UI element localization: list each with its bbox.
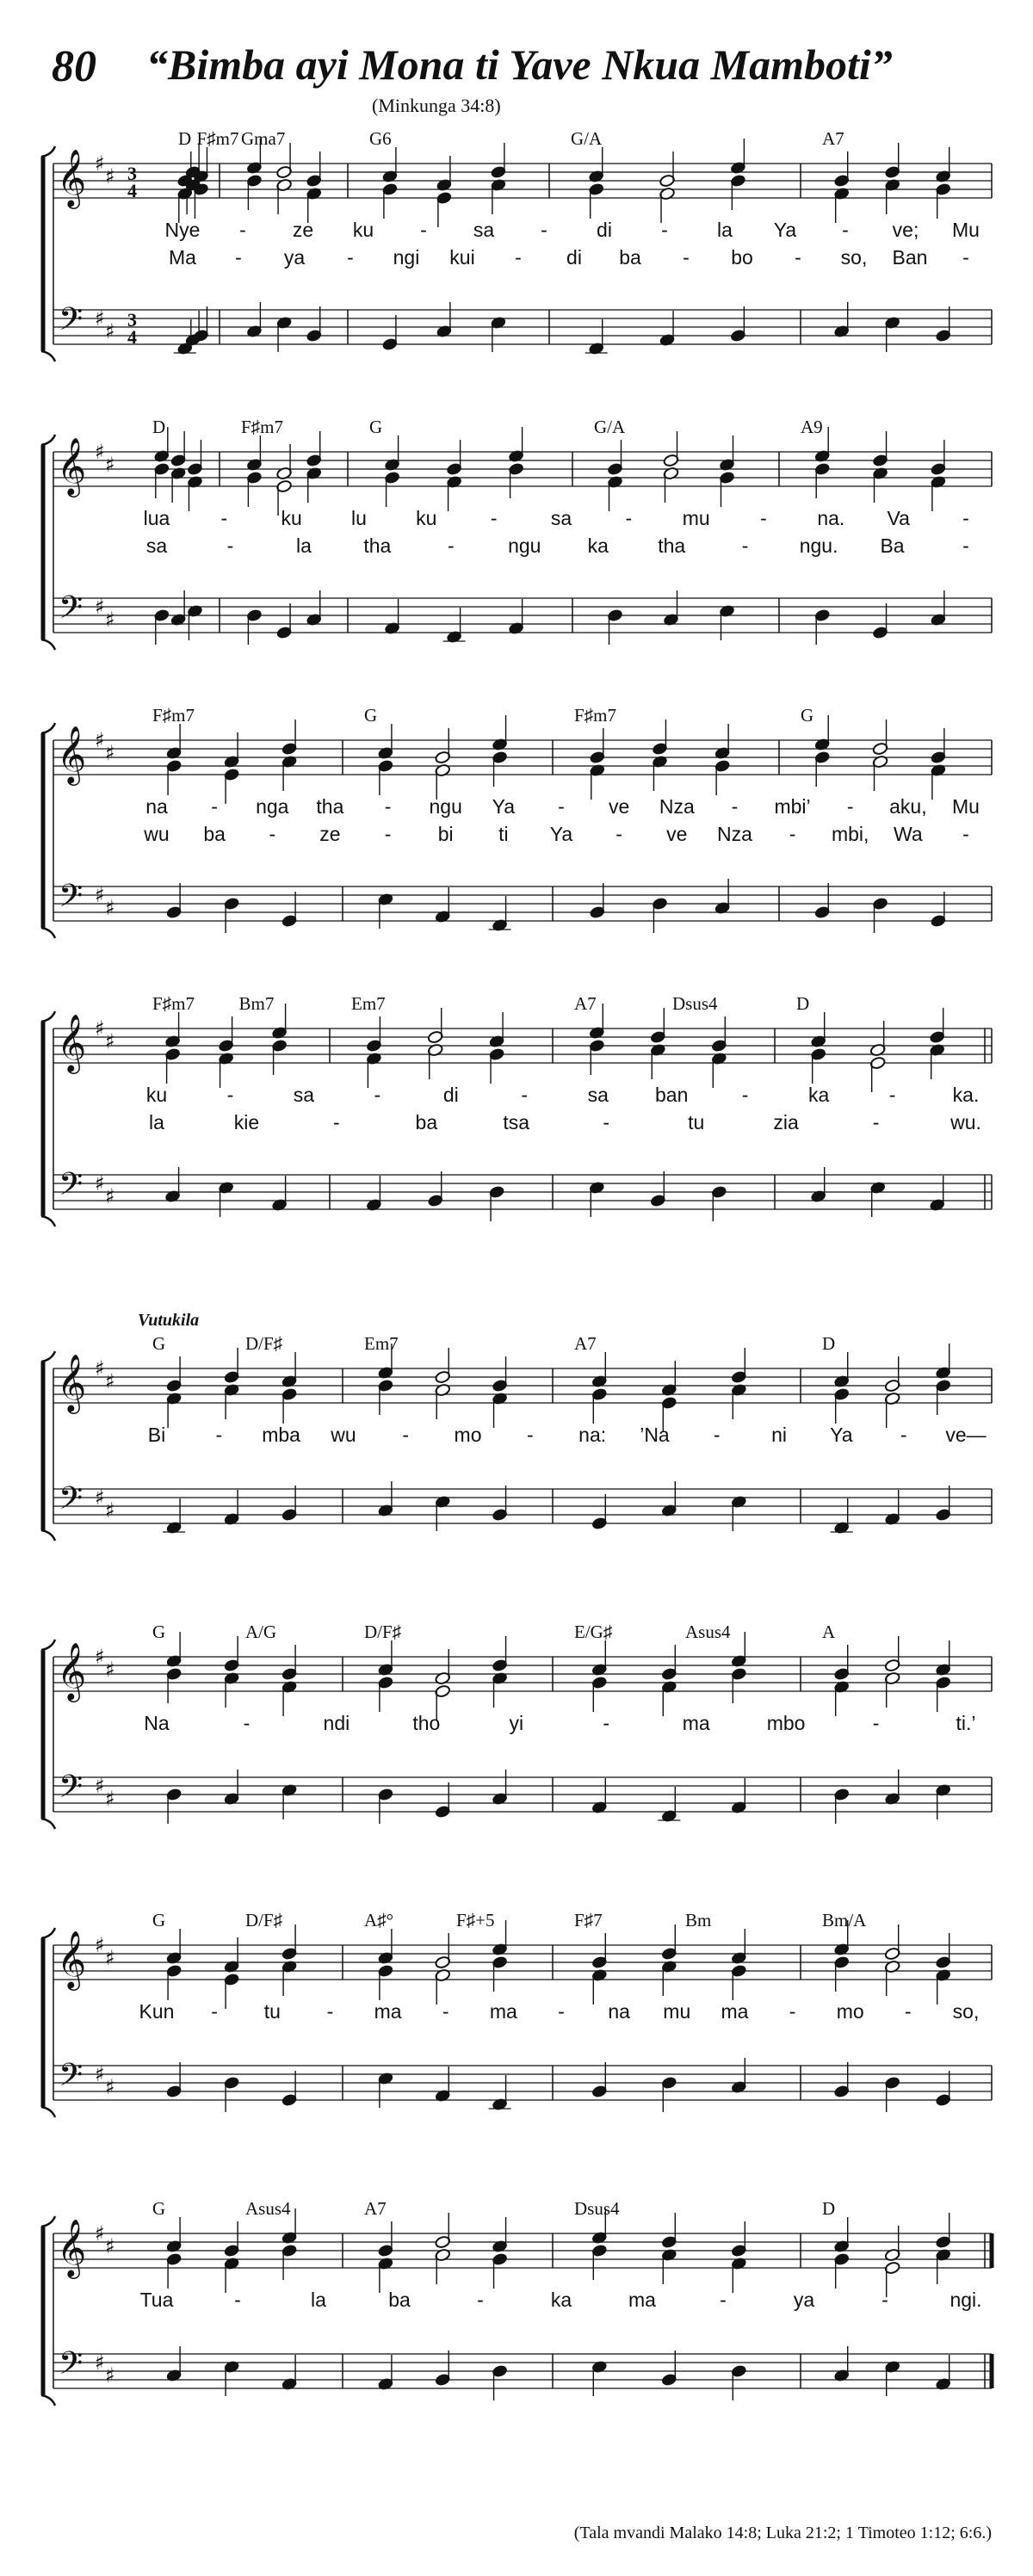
key-sharp-icon: ♯ xyxy=(105,1369,115,1393)
lyric-syllable: mu xyxy=(663,2000,691,2023)
key-sharp-icon: ♯ xyxy=(105,608,115,632)
system-5 xyxy=(41,1311,992,1541)
bass-clef-icon: 𝄢 xyxy=(59,2057,84,2101)
lyric-syllable: - xyxy=(215,1424,223,1446)
hymn-title: “Bimba ayi Mona ti Yave Nkua Mamboti” xyxy=(146,40,893,89)
lyric-syllable: - xyxy=(333,1111,340,1134)
lyric-syllable: - xyxy=(243,1712,251,1734)
lyric-syllable: - xyxy=(741,534,749,557)
treble-clef-icon: 𝄞 xyxy=(57,725,87,783)
lyric-syllable: ngu xyxy=(429,795,462,818)
chord-symbol: Dsus4 xyxy=(672,993,718,1014)
treble-staff xyxy=(53,427,992,516)
bass-staff xyxy=(53,2345,992,2400)
lyric-syllable: - xyxy=(842,219,849,241)
key-sharp-icon: ♯ xyxy=(105,1184,115,1208)
lyric-syllable: sa xyxy=(550,507,572,529)
lyrics-verse-2 xyxy=(169,246,969,269)
lyric-syllable: ba xyxy=(619,246,641,269)
lyric-syllable: ve— xyxy=(945,1424,987,1446)
lyric-syllable: - xyxy=(881,2289,888,2311)
key-sharp-icon: ♯ xyxy=(95,595,105,619)
lyric-syllable: - xyxy=(872,1111,880,1134)
lyric-syllable: - xyxy=(789,2000,796,2023)
key-sharp-icon: ♯ xyxy=(95,1171,105,1195)
lyric-syllable: - xyxy=(239,219,246,241)
lyric-syllable: mbi’ xyxy=(774,795,811,818)
lyric-syllable: na xyxy=(608,2000,630,2023)
lyric-syllable: lu xyxy=(351,507,367,529)
key-sharp-icon: ♯ xyxy=(95,1486,105,1510)
lyric-syllable: sa xyxy=(587,1084,609,1106)
chord-symbol: D xyxy=(152,417,166,437)
bass-clef-icon: 𝄢 xyxy=(59,1166,84,1210)
bass-staff xyxy=(53,878,992,933)
lyric-syllable: wu. xyxy=(950,1111,981,1134)
lyric-syllable: so, xyxy=(952,2000,980,2023)
treble-staff xyxy=(53,1344,992,1432)
lyric-syllable: Ya xyxy=(773,219,797,241)
bass-staff xyxy=(53,1769,992,1824)
lyric-syllable: ni xyxy=(771,1424,788,1446)
lyric-syllable: Ya xyxy=(492,795,516,818)
chord-symbol: G xyxy=(369,417,383,437)
chord-symbol: G xyxy=(152,1333,166,1354)
chord-symbol: D/F♯ xyxy=(245,1910,283,1930)
chord-symbol: D/F♯ xyxy=(364,1622,402,1642)
key-sharp-icon: ♯ xyxy=(105,2363,115,2388)
treble-time-bottom: 4 xyxy=(127,180,137,201)
lyric-syllable: wu xyxy=(331,1424,356,1446)
lyric-syllable: Tua xyxy=(139,2289,174,2311)
chord-symbol: F♯m7 xyxy=(241,417,284,437)
lyric-syllable: - xyxy=(962,246,969,269)
lyric-syllable: ka xyxy=(587,534,609,557)
bass-staff xyxy=(53,1480,992,1535)
lyric-syllable: - xyxy=(235,246,242,269)
lyric-syllable: - xyxy=(374,1084,381,1106)
lyric-syllable: ma xyxy=(374,2000,402,2023)
lyrics-verse-1 xyxy=(139,2000,980,2023)
lyric-syllable: - xyxy=(558,2000,565,2023)
key-sharp-icon: ♯ xyxy=(95,306,105,330)
chord-symbol: Em7 xyxy=(351,993,386,1014)
chord-symbol: G xyxy=(801,705,814,726)
lyric-syllable: - xyxy=(846,795,854,818)
lyric-syllable: Nza xyxy=(659,795,695,818)
lyric-syllable: ve; xyxy=(892,219,919,241)
treble-clef-icon: 𝄞 xyxy=(57,436,87,495)
lyric-syllable: la xyxy=(311,2289,326,2311)
treble-clef-icon: 𝄞 xyxy=(57,2218,87,2276)
treble-staff xyxy=(53,139,992,227)
chord-symbol: Asus4 xyxy=(685,1622,731,1642)
system-1 xyxy=(41,128,992,361)
lyric-syllable: na. xyxy=(817,507,845,529)
system-7 xyxy=(41,1910,992,2117)
lyric-syllable: ku xyxy=(416,507,437,529)
lyrics-verse-1 xyxy=(165,219,980,241)
lyric-syllable: Ya xyxy=(549,823,573,845)
bass-clef-icon: 𝄢 xyxy=(59,2345,84,2389)
chord-symbol: G6 xyxy=(369,128,392,149)
footer-references: (Tala mvandi Malako 14:8; Luka 21:2; 1 Timoteo 1:12; 6:6.) xyxy=(573,2523,992,2542)
chord-symbol: G/A xyxy=(571,128,603,149)
lyric-syllable: ba xyxy=(203,823,226,845)
lyric-syllable: - xyxy=(521,1084,529,1106)
key-sharp-icon: ♯ xyxy=(105,1498,115,1523)
system-6 xyxy=(41,1622,992,1829)
chord-symbol: F♯7 xyxy=(574,1910,603,1930)
lyric-syllable: ti.’ xyxy=(956,1712,976,1734)
treble-clef-icon: 𝄞 xyxy=(57,1641,87,1700)
lyric-syllable: tsa xyxy=(503,1111,530,1134)
key-sharp-icon: ♯ xyxy=(105,1029,115,1053)
lyrics-verse-1 xyxy=(144,507,969,529)
treble-staff xyxy=(53,1920,992,2009)
lyric-syllable: - xyxy=(720,2289,727,2311)
chord-symbol: D xyxy=(796,993,810,1014)
lyric-syllable: ma xyxy=(721,2000,749,2023)
lyric-syllable: ze xyxy=(292,219,314,241)
chord-symbol: Gma7 xyxy=(241,128,286,149)
lyric-syllable: mu xyxy=(682,507,710,529)
key-sharp-icon: ♯ xyxy=(95,883,105,907)
chord-symbol: D/F♯ xyxy=(245,1333,283,1354)
lyric-syllable: - xyxy=(220,507,228,529)
lyric-syllable: - xyxy=(211,2000,218,2023)
lyric-syllable: bo xyxy=(731,246,753,269)
key-sharp-icon: ♯ xyxy=(95,440,105,464)
chord-symbol: E/G♯ xyxy=(574,1622,613,1642)
lyric-syllable: tu xyxy=(263,2000,281,2023)
lyric-syllable: - xyxy=(789,823,796,845)
lyric-syllable: - xyxy=(226,534,234,557)
lyric-syllable: - xyxy=(683,246,690,269)
key-sharp-icon: ♯ xyxy=(105,1946,115,1970)
key-sharp-icon: ♯ xyxy=(95,728,105,752)
lyric-syllable: ka xyxy=(807,1084,830,1106)
lyric-syllable: - xyxy=(490,507,498,529)
chord-symbol: Bm xyxy=(685,1910,712,1930)
chord-symbol: G/A xyxy=(594,417,626,437)
lyric-syllable: nga xyxy=(256,795,289,818)
system-8 xyxy=(41,2198,992,2406)
lyric-syllable: Nza xyxy=(716,823,752,845)
chord-symbol: A♯° xyxy=(364,1910,394,1930)
system-3 xyxy=(41,705,992,938)
lyric-syllable: tha xyxy=(363,534,392,557)
lyric-syllable: - xyxy=(558,795,565,818)
lyric-syllable: ’Na xyxy=(640,1424,670,1446)
lyric-syllable: tu xyxy=(688,1111,705,1134)
lyric-syllable: ngu xyxy=(508,534,541,557)
lyric-syllable: ka xyxy=(550,2289,572,2311)
lyric-syllable: - xyxy=(442,2000,449,2023)
lyric-syllable: - xyxy=(402,1424,410,1446)
lyric-syllable: - xyxy=(962,823,969,845)
lyrics-verse-1 xyxy=(148,1424,987,1446)
lyrics-verse-2 xyxy=(143,823,969,845)
key-sharp-icon: ♯ xyxy=(95,1356,105,1381)
lyric-syllable: - xyxy=(527,1424,534,1446)
lyric-syllable: - xyxy=(384,795,392,818)
bass-clef-icon: 𝄢 xyxy=(59,590,84,633)
lyric-syllable: ngi xyxy=(393,246,420,269)
lyrics-verse-1 xyxy=(140,2289,982,2311)
lyric-syllable: Nye xyxy=(164,219,201,241)
bass-time-top: 3 xyxy=(127,309,137,330)
chord-symbol: A7 xyxy=(822,128,844,149)
lyric-syllable: Wa xyxy=(894,823,923,845)
lyric-syllable: di xyxy=(442,1084,459,1106)
bass-staff xyxy=(53,301,992,355)
lyric-syllable: la xyxy=(295,534,312,557)
chord-symbol: F♯m7 xyxy=(152,705,195,726)
lyric-syllable: Ba xyxy=(880,534,905,557)
lyric-syllable: - xyxy=(661,219,668,241)
lyric-syllable: sa xyxy=(473,219,495,241)
key-sharp-icon: ♯ xyxy=(95,2221,105,2246)
lyric-syllable: ve xyxy=(666,823,688,845)
lyric-syllable: mo xyxy=(836,2000,864,2023)
treble-staff xyxy=(53,1004,992,1092)
bass-staff xyxy=(53,1166,992,1221)
lyric-syllable: tho xyxy=(412,1712,441,1734)
bass-clef-icon: 𝄢 xyxy=(59,1769,84,1813)
lyric-syllable: - xyxy=(269,823,276,845)
lyric-syllable: - xyxy=(326,2000,334,2023)
bass-staff xyxy=(53,2057,992,2112)
lyric-syllable: - xyxy=(603,1111,610,1134)
key-sharp-icon: ♯ xyxy=(105,741,115,765)
lyric-syllable: Mu xyxy=(952,795,980,818)
lyrics-verse-1 xyxy=(145,795,980,818)
key-sharp-icon: ♯ xyxy=(105,896,115,920)
chord-symbol: A7 xyxy=(574,1333,597,1354)
lyric-syllable: mba xyxy=(262,1424,300,1446)
lyric-syllable: na: xyxy=(578,1424,607,1446)
chord-symbol: A xyxy=(822,1622,836,1642)
key-sharp-icon: ♯ xyxy=(95,1016,105,1041)
key-sharp-icon: ♯ xyxy=(105,1787,115,1811)
lyric-syllable: - xyxy=(741,1084,749,1106)
chord-symbol: Dsus4 xyxy=(574,2198,620,2219)
lyric-syllable: Mu xyxy=(952,219,980,241)
chord-symbol: G xyxy=(152,2198,166,2219)
lyric-syllable: ku xyxy=(352,219,374,241)
system-2 xyxy=(41,417,992,650)
lyric-syllable: - xyxy=(477,2289,484,2311)
key-sharp-icon: ♯ xyxy=(95,1645,105,1669)
lyric-syllable: ti xyxy=(498,823,509,845)
key-sharp-icon: ♯ xyxy=(95,1933,105,1957)
lyric-syllable: ngu. xyxy=(799,534,838,557)
lyric-syllable: Na xyxy=(144,1712,170,1734)
lyric-syllable: - xyxy=(888,1084,896,1106)
bass-clef-icon: 𝄢 xyxy=(59,301,84,345)
lyric-syllable: aku, xyxy=(889,795,927,818)
lyric-syllable: - xyxy=(962,534,969,557)
lyric-syllable: na xyxy=(145,795,168,818)
bass-clef-icon: 𝄢 xyxy=(59,878,84,922)
lyric-syllable: - xyxy=(615,823,622,845)
lyric-syllable: bi xyxy=(437,823,454,845)
chord-symbol: G xyxy=(152,1910,166,1930)
chord-symbol: G xyxy=(152,1622,166,1642)
bass-time-bottom: 4 xyxy=(127,326,137,348)
chord-symbol: A9 xyxy=(801,417,823,437)
lyric-syllable: wu xyxy=(144,823,170,845)
chord-symbol: G xyxy=(364,705,378,726)
lyrics-verse-2 xyxy=(149,1111,981,1134)
treble-staff xyxy=(53,715,992,804)
lyric-syllable: - xyxy=(211,795,218,818)
key-sharp-icon: ♯ xyxy=(95,151,105,176)
hymn-number: 80 xyxy=(52,42,96,91)
lyric-syllable: Ban xyxy=(892,246,928,269)
lyric-syllable: ya xyxy=(793,2289,815,2311)
lyric-syllable: - xyxy=(962,507,969,529)
lyrics-verse-1 xyxy=(146,1084,979,1106)
chord-symbol: F♯m7 xyxy=(152,993,195,1014)
key-sharp-icon: ♯ xyxy=(105,2234,115,2258)
lyric-syllable: ka. xyxy=(952,1084,980,1106)
lyric-syllable: - xyxy=(795,246,801,269)
chord-symbol: F♯m7 xyxy=(574,705,617,726)
lyric-syllable: - xyxy=(900,1424,907,1446)
chord-symbol: Asus4 xyxy=(245,2198,291,2219)
lyrics-verse-2 xyxy=(146,534,969,557)
lyric-syllable: - xyxy=(731,795,739,818)
treble-staff xyxy=(53,1632,992,1720)
lyric-syllable: - xyxy=(760,507,767,529)
lyric-syllable: - xyxy=(347,246,354,269)
lyric-syllable: - xyxy=(447,534,455,557)
chord-symbol: Bm7 xyxy=(238,993,275,1014)
lyric-syllable: tha xyxy=(316,795,344,818)
lyric-syllable: - xyxy=(420,219,427,241)
treble-clef-icon: 𝄞 xyxy=(57,1930,87,1988)
key-sharp-icon: ♯ xyxy=(95,1774,105,1798)
lyric-syllable: ba xyxy=(388,2289,411,2311)
key-sharp-icon: ♯ xyxy=(105,1658,115,1682)
lyric-syllable: Kun xyxy=(139,2000,175,2023)
lyric-syllable: ngi. xyxy=(949,2289,982,2311)
lyrics-verse-1 xyxy=(144,1712,975,1734)
lyric-syllable: Bi xyxy=(147,1424,166,1446)
lyric-syllable: - xyxy=(625,507,633,529)
chord-symbol: A7 xyxy=(364,2198,387,2219)
treble-staff xyxy=(53,2208,992,2297)
chord-symbol: D xyxy=(822,2198,836,2219)
lyric-syllable: mbi, xyxy=(831,823,869,845)
chord-symbol: A7 xyxy=(574,993,597,1014)
lyric-syllable: di xyxy=(597,219,612,241)
lyric-syllable: - xyxy=(713,1424,721,1446)
lyric-syllable: ma xyxy=(489,2000,517,2023)
lyric-syllable: kie xyxy=(233,1111,260,1134)
lyric-syllable: Ma xyxy=(169,246,196,269)
chord-symbol: F♯m7 xyxy=(196,128,239,149)
lyric-syllable: - xyxy=(226,1084,234,1106)
system-4 xyxy=(41,993,992,1226)
lyric-syllable: sa xyxy=(293,1084,315,1106)
lyric-syllable: ma xyxy=(682,1712,710,1734)
key-sharp-icon: ♯ xyxy=(105,319,115,343)
lyric-syllable: la xyxy=(149,1111,164,1134)
bass-clef-icon: 𝄢 xyxy=(59,1480,84,1524)
lyric-syllable: tha xyxy=(658,534,686,557)
lyric-syllable: - xyxy=(515,246,522,269)
lyric-syllable: - xyxy=(872,1712,880,1734)
lyric-syllable: so, xyxy=(840,246,868,269)
lyric-syllable: zia xyxy=(773,1111,799,1134)
lyric-syllable: - xyxy=(541,219,547,241)
key-sharp-icon: ♯ xyxy=(95,2351,105,2375)
lyric-syllable: mo xyxy=(454,1424,482,1446)
lyric-syllable: yi xyxy=(509,1712,524,1734)
lyric-syllable: ku xyxy=(281,507,302,529)
key-sharp-icon: ♯ xyxy=(105,453,115,477)
lyric-syllable: - xyxy=(603,1712,610,1734)
scripture-reference: (Minkunga 34:8) xyxy=(372,95,501,116)
tempo-marking: Vutukila xyxy=(138,1311,200,1330)
lyric-syllable: ndi xyxy=(323,1712,350,1734)
lyric-syllable: - xyxy=(384,823,392,845)
chord-symbol: D xyxy=(822,1333,836,1354)
lyric-syllable: ma xyxy=(628,2289,656,2311)
chord-symbol: F♯+5 xyxy=(456,1910,495,1930)
chord-symbol: Em7 xyxy=(364,1333,399,1354)
lyric-syllable: ba xyxy=(415,1111,438,1134)
lyric-syllable: di xyxy=(566,246,582,269)
chord-symbol: A/G xyxy=(245,1622,277,1642)
treble-clef-icon: 𝄞 xyxy=(57,1353,87,1412)
lyric-syllable: Va xyxy=(887,507,910,529)
lyric-syllable: ku xyxy=(145,1084,168,1106)
lyric-syllable: ban xyxy=(654,1084,689,1106)
treble-clef-icon: 𝄞 xyxy=(57,148,87,207)
key-sharp-icon: ♯ xyxy=(105,164,115,188)
lyric-syllable: ya xyxy=(283,246,306,269)
lyric-syllable: kui xyxy=(449,246,475,269)
lyric-syllable: - xyxy=(905,2000,912,2023)
chord-symbol: Bm/A xyxy=(822,1910,867,1930)
treble-time-top: 3 xyxy=(127,163,137,184)
key-sharp-icon: ♯ xyxy=(95,2062,105,2086)
lyric-syllable: lua xyxy=(143,507,170,529)
bass-staff xyxy=(53,590,992,645)
lyric-syllable: ze xyxy=(319,823,341,845)
lyric-syllable: mbo xyxy=(766,1712,806,1734)
treble-clef-icon: 𝄞 xyxy=(57,1013,87,1072)
key-sharp-icon: ♯ xyxy=(105,2075,115,2099)
lyric-syllable: la xyxy=(717,219,733,241)
lyric-syllable: sa xyxy=(145,534,168,557)
chord-symbol: D xyxy=(178,128,192,149)
lyric-syllable: - xyxy=(234,2289,241,2311)
lyric-syllable: Ya xyxy=(830,1424,853,1446)
lyric-syllable: ve xyxy=(608,795,630,818)
